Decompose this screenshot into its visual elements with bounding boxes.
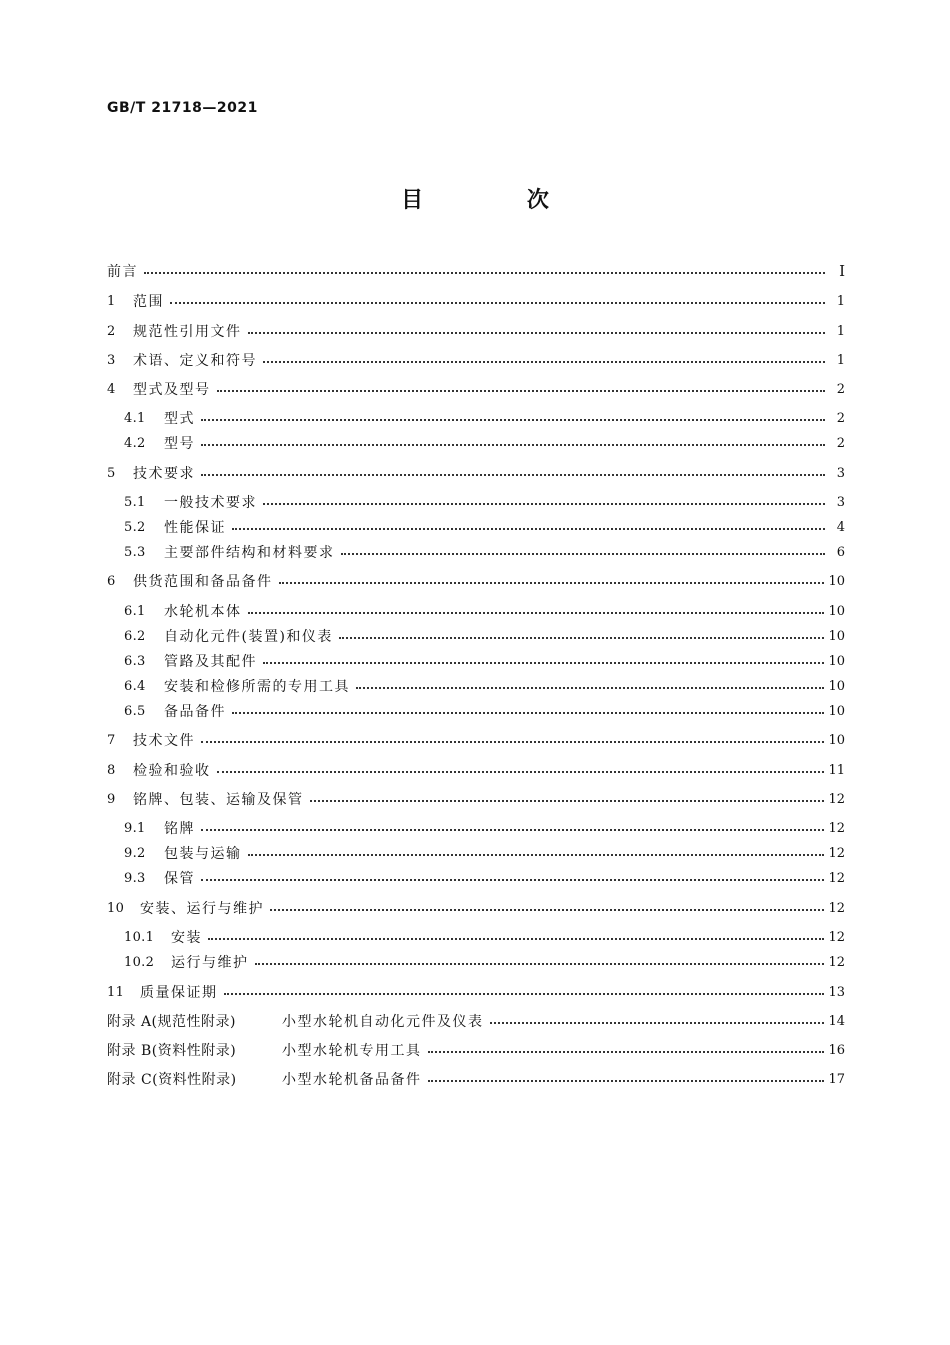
toc-entry-page: 13 [828,984,845,1000]
toc-entry-number: 5.2 [124,519,146,535]
toc-entry-9[interactable] [107,788,845,810]
toc-entry-number: 7 [107,732,116,748]
toc-leader-dots [270,909,824,911]
toc-entry-number: 6.3 [124,653,146,669]
toc-title: 目 次 [401,188,597,213]
toc-entry-label: 前言 [107,264,138,280]
toc-entry-page: 12 [828,929,845,945]
toc-entry-label: 铭牌、包装、运输及保管 [133,792,304,808]
toc-entry-label: 水轮机本体 [164,604,242,620]
toc-leader-dots [170,302,825,304]
toc-entry-page: 10 [828,732,845,748]
toc-leader-dots [224,993,825,995]
toc-entry-4-1[interactable] [124,407,845,429]
toc-entry-page: 1 [836,352,845,368]
toc-entry-4[interactable] [107,378,845,400]
toc-entry-number: 附录 A(规范性附录) [107,1014,236,1030]
toc-entry-label: 型式及型号 [133,382,211,398]
table-of-contents [107,0,845,1345]
toc-entry-page: 2 [836,435,845,451]
toc-leader-dots [144,272,825,274]
toc-leader-dots [201,741,824,743]
toc-entry-label: 技术要求 [133,466,195,482]
toc-leader-dots [248,612,825,614]
toc-entry-label: 范围 [133,294,164,310]
toc-entry-6-5[interactable] [124,700,845,722]
toc-entry-page: 10 [828,573,845,589]
toc-entry-label: 小型水轮机专用工具 [282,1043,422,1059]
toc-leader-dots [201,419,825,421]
toc-entry-page: Ⅰ [839,262,845,280]
toc-leader-dots [341,553,826,555]
toc-entry-page: 2 [836,410,845,426]
toc-entry-label: 小型水轮机备品备件 [282,1072,422,1088]
toc-leader-dots [490,1022,825,1024]
toc-entry-number: 1 [107,293,116,309]
toc-entry-page: 10 [828,653,845,669]
toc-entry-foreword[interactable] [107,260,845,282]
toc-entry-number: 6.4 [124,678,146,694]
toc-entry-label: 术语、定义和符号 [133,353,257,369]
toc-entry-8[interactable] [107,759,845,781]
toc-entry-label: 安装 [171,930,202,946]
toc-entry-10[interactable] [107,897,845,919]
toc-entry-label: 规范性引用文件 [133,324,242,340]
toc-entry-label: 备品备件 [164,704,226,720]
toc-entry-label: 检验和验收 [133,763,211,779]
toc-entry-number: 10.1 [124,929,155,945]
toc-leader-dots [232,528,825,530]
toc-entry-page: 10 [828,628,845,644]
toc-entry-number: 5.1 [124,494,146,510]
toc-entry-page: 3 [836,465,845,481]
toc-entry-annex-a[interactable] [107,1010,845,1032]
toc-entry-page: 12 [828,820,845,836]
toc-entry-page: 11 [828,762,845,778]
toc-entry-page: 1 [836,293,845,309]
toc-entry-number: 2 [107,323,116,339]
toc-entry-number: 6 [107,573,116,589]
toc-entry-page: 4 [836,519,845,535]
toc-entry-10-2[interactable] [124,951,845,973]
toc-leader-dots [201,474,825,476]
toc-entry-number: 4.1 [124,410,146,426]
toc-entry-number: 9.3 [124,870,146,886]
toc-entry-label: 性能保证 [164,520,226,536]
toc-entry-10-1[interactable] [124,926,845,948]
toc-entry-5-2[interactable] [124,516,845,538]
toc-entry-page: 12 [828,791,845,807]
toc-entry-number: 9.1 [124,820,146,836]
toc-entry-3[interactable] [107,349,845,371]
toc-entry-6-1[interactable] [124,600,845,622]
toc-leader-dots [201,829,824,831]
toc-entry-label: 安装和检修所需的专用工具 [164,679,350,695]
toc-leader-dots [255,963,825,965]
standard-code: GB/T 21718—2021 [107,100,258,116]
toc-entry-annex-c[interactable] [107,1068,845,1090]
toc-leader-dots [208,938,824,940]
toc-entry-label: 型式 [164,411,195,427]
toc-leader-dots [356,687,824,689]
toc-entry-page: 10 [828,603,845,619]
toc-entry-number: 11 [107,984,125,1000]
toc-entry-9-2[interactable] [124,842,845,864]
toc-entry-page: 2 [836,381,845,397]
toc-entry-6-3[interactable] [124,650,845,672]
toc-entry-9-1[interactable] [124,817,845,839]
toc-entry-label: 铭牌 [164,821,195,837]
toc-entry-label: 包装与运输 [164,846,242,862]
toc-entry-6-4[interactable] [124,675,845,697]
toc-entry-number: 附录 B(资料性附录) [107,1043,237,1059]
toc-entry-page: 6 [836,544,845,560]
toc-leader-dots [310,800,825,802]
toc-leader-dots [248,332,826,334]
toc-entry-11[interactable] [107,981,845,1003]
toc-leader-dots [248,854,825,856]
toc-entry-6[interactable] [107,570,845,592]
toc-entry-label: 主要部件结构和材料要求 [164,545,335,561]
toc-entry-page: 12 [828,845,845,861]
toc-entry-annex-b[interactable] [107,1039,845,1061]
toc-entry-number: 5.3 [124,544,146,560]
toc-entry-number: 附录 C(资料性附录) [107,1072,237,1088]
toc-entry-number: 8 [107,762,116,778]
toc-entry-page: 12 [828,870,845,886]
toc-entry-label: 安装、运行与维护 [140,901,264,917]
toc-entry-label: 运行与维护 [171,955,249,971]
toc-entry-9-3[interactable] [124,867,845,889]
toc-leader-dots [428,1051,825,1053]
toc-entry-number: 6.2 [124,628,146,644]
toc-entry-page: 14 [828,1013,845,1029]
toc-entry-page: 10 [828,703,845,719]
toc-entry-label: 型号 [164,436,195,452]
toc-entry-number: 10.2 [124,954,155,970]
toc-leader-dots [263,662,824,664]
toc-entry-number: 6.5 [124,703,146,719]
toc-leader-dots [263,503,825,505]
toc-entry-page: 10 [828,678,845,694]
toc-entry-label: 小型水轮机自动化元件及仪表 [282,1014,484,1030]
toc-leader-dots [263,361,825,363]
toc-entry-number: 4 [107,381,116,397]
toc-entry-label: 管路及其配件 [164,654,257,670]
toc-entry-number: 9 [107,791,116,807]
toc-entry-page: 17 [828,1071,845,1087]
toc-entry-label: 保管 [164,871,195,887]
toc-entry-number: 6.1 [124,603,146,619]
toc-leader-dots [201,444,825,446]
toc-entry-label: 一般技术要求 [164,495,257,511]
toc-entry-number: 5 [107,465,116,481]
toc-entry-number: 10 [107,900,125,916]
toc-leader-dots [232,712,824,714]
toc-entry-5-3[interactable] [124,541,845,563]
toc-entry-4-2[interactable] [124,432,845,454]
toc-entry-number: 3 [107,352,116,368]
toc-entry-page: 16 [828,1042,845,1058]
toc-entry-page: 1 [836,323,845,339]
toc-entry-5[interactable] [107,462,845,484]
toc-entry-number: 9.2 [124,845,146,861]
toc-leader-dots [339,637,825,639]
toc-entry-2[interactable] [107,320,845,342]
toc-leader-dots [217,390,826,392]
toc-entry-page: 12 [828,900,845,916]
toc-entry-label: 自动化元件(装置)和仪表 [164,629,333,645]
toc-entry-page: 12 [828,954,845,970]
toc-entry-5-1[interactable] [124,491,845,513]
toc-entry-label: 质量保证期 [140,985,218,1001]
toc-leader-dots [217,771,825,773]
toc-entry-label: 供货范围和备品备件 [133,574,273,590]
toc-leader-dots [201,879,824,881]
toc-entry-6-2[interactable] [124,625,845,647]
toc-leader-dots [428,1080,825,1082]
toc-entry-label: 技术文件 [133,733,195,749]
toc-entry-page: 3 [836,494,845,510]
toc-entry-7[interactable] [107,729,845,751]
toc-entry-number: 4.2 [124,435,146,451]
toc-leader-dots [279,582,825,584]
toc-entry-1[interactable] [107,290,845,312]
